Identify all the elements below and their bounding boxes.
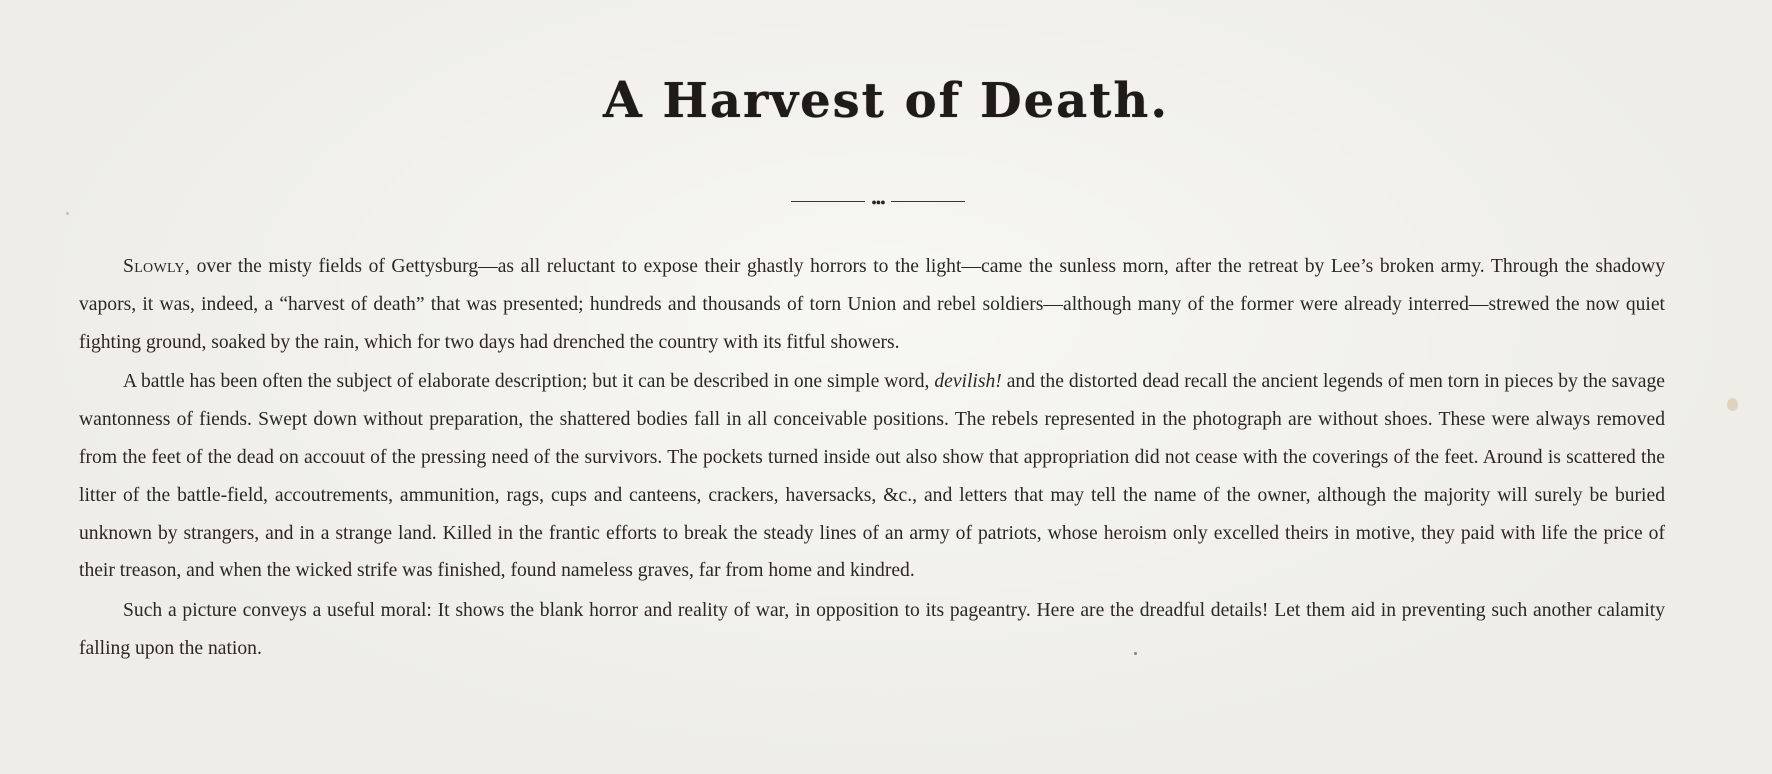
paragraph-1-text: over the misty fields of Gettysburg—as all reluctant to expose their ghastly horrors to the light—came the sunless morn, after the retreat by Lee’s broken army. Through the shadowy vapors, it was, indeed, a “harvest of death” that was presented; hundreds and thousands of torn Union and rebel soldiers—although many of the former were already interred—strewed the now quiet fighting ground, soaked by the rain, which for two days had drenched the country with its fitful showers. (79, 256, 1665, 353)
paragraph-3 (79, 592, 1665, 668)
paper-stain (1727, 398, 1738, 411)
paragraph-3-text: Such a picture conveys a useful moral: It shows the blank horror and reality of war, in opposition to its pageantry. Here are the dreadful details! Let them aid in preventing such another calamity falling upon the nation. (79, 600, 1665, 659)
title-word-a: A (602, 70, 644, 129)
paper-speck (66, 212, 69, 215)
body-text (79, 248, 1665, 668)
emphasis-devilish: devilish! (934, 371, 1002, 393)
paper-speck (1134, 652, 1137, 655)
lead-word: Slowly, (123, 256, 191, 277)
title-period: . (1150, 73, 1170, 129)
title-word-of: of (904, 73, 962, 129)
divider-dots: ●●● (871, 197, 885, 207)
title-word-harvest: Harvest (662, 73, 886, 129)
paragraph-2-text-before: A battle has been often the subject of elaborate description; but it can be described in one simple word, (123, 371, 935, 393)
page-title (0, 70, 1772, 129)
paragraph-2-text-after: and the distorted dead recall the ancient legends of men torn in pieces by the savage wantonness of fiends. Swept down without preparation, the shattered bodies fall in all conceivable positions. The rebels represented in the photograph are without shoes. These were always removed from the feet of the dead on accouut of the pressing need of the survivors. The pockets turned inside out also show that appropriation did not cease with the coverings of the feet. Around is scattered the litter of the battle-field, accoutrements, ammunition, rags, cups and canteens, crackers, haversacks, &c., and letters that may tell the name of the owner, although the majority will surely be buried unknown by strangers, and in a strange land. Killed in the frantic efforts to break the steady lines of an army of patriots, whose heroism only excelled theirs in motive, they paid with life the price of their treason, and when the wicked strife was finished, found nameless graves, far from home and kindred. (79, 371, 1665, 582)
divider-line-right (891, 201, 965, 202)
paragraph-2 (79, 363, 1665, 590)
divider-ornament (791, 199, 965, 205)
divider-line-left (791, 201, 865, 202)
title-word-death: Death (979, 73, 1151, 129)
paragraph-1 (79, 248, 1665, 361)
